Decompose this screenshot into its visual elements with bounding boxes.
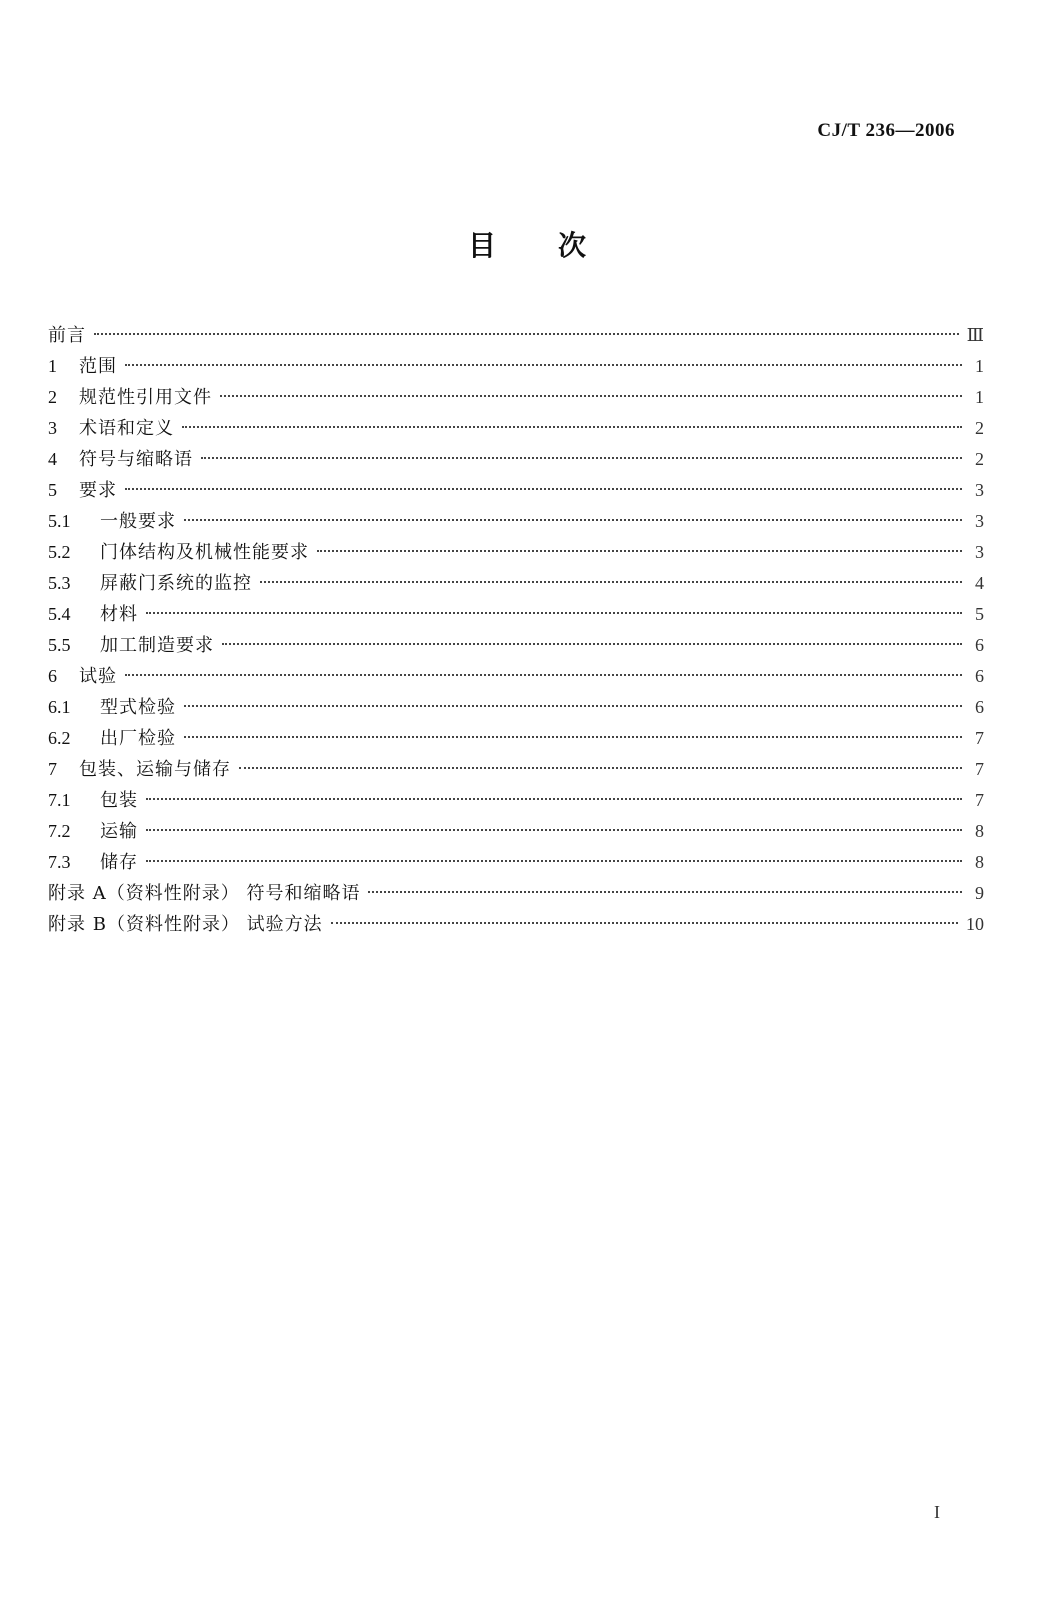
toc-entry-label: 包装、运输与储存	[79, 759, 231, 780]
toc-entry-label: 门体结构及机械性能要求	[100, 542, 309, 563]
toc-entry-label: 包装	[100, 790, 138, 811]
toc-entry-number: 7.3	[48, 852, 71, 872]
toc-dot-leader	[220, 395, 962, 397]
toc-dot-leader	[331, 922, 958, 924]
toc-entry-label: 试验	[79, 666, 117, 687]
toc-dot-leader	[184, 705, 962, 707]
toc-entry-page: 3	[975, 542, 984, 562]
toc-dot-leader	[184, 519, 962, 521]
toc-entry[interactable]	[48, 351, 984, 382]
toc-entry-number: 5.2	[48, 542, 71, 562]
toc-entry-page: 7	[975, 728, 984, 748]
toc-dot-leader	[146, 612, 962, 614]
toc-entry[interactable]	[48, 754, 984, 785]
toc-entry[interactable]	[48, 413, 984, 444]
table-of-contents	[48, 320, 984, 940]
toc-entry[interactable]	[48, 816, 984, 847]
toc-entry-label: 加工制造要求	[100, 635, 214, 656]
toc-entry-label: 前言	[48, 325, 86, 346]
toc-entry-number: 6.1	[48, 697, 71, 717]
toc-entry-page: 8	[975, 852, 984, 872]
toc-dot-leader	[125, 488, 962, 490]
toc-dot-leader	[317, 550, 962, 552]
toc-entry-label: 运输	[100, 821, 138, 842]
toc-entry-number: 5.3	[48, 573, 71, 593]
toc-entry-page: 3	[975, 511, 984, 531]
toc-entry-page: 7	[975, 759, 984, 779]
toc-dot-leader	[146, 798, 962, 800]
toc-entry[interactable]	[48, 537, 984, 568]
toc-entry-number: 1	[48, 356, 57, 376]
toc-entry-number: 5	[48, 480, 57, 500]
toc-entry-page: 8	[975, 821, 984, 841]
toc-dot-leader	[239, 767, 962, 769]
toc-entry-page: 5	[975, 604, 984, 624]
toc-entry-label: 附录 A（资料性附录） 符号和缩略语	[48, 883, 361, 904]
toc-entry-page: Ⅲ	[966, 325, 984, 345]
toc-entry[interactable]	[48, 661, 984, 692]
toc-entry-number: 6.2	[48, 728, 71, 748]
toc-entry-label: 附录 B（资料性附录） 试验方法	[48, 914, 323, 935]
toc-entry-number: 7	[48, 759, 57, 779]
toc-entry-page: 9	[975, 883, 984, 903]
toc-entry-label: 出厂检验	[100, 728, 176, 749]
toc-entry-page: 6	[975, 635, 984, 655]
toc-entry-number: 7.1	[48, 790, 71, 810]
toc-entry-label: 型式检验	[100, 697, 176, 718]
toc-entry-number: 5.5	[48, 635, 71, 655]
toc-entry-page: 4	[975, 573, 984, 593]
toc-entry-label: 屏蔽门系统的监控	[100, 573, 252, 594]
toc-entry-number: 5.4	[48, 604, 71, 624]
toc-entry[interactable]	[48, 320, 984, 351]
toc-entry-page: 7	[975, 790, 984, 810]
toc-entry[interactable]	[48, 878, 984, 909]
toc-dot-leader	[146, 829, 962, 831]
toc-entry-label: 材料	[100, 604, 138, 625]
toc-entry-number: 3	[48, 418, 57, 438]
toc-entry-page: 1	[975, 356, 984, 376]
toc-dot-leader	[146, 860, 962, 862]
toc-entry[interactable]	[48, 630, 984, 661]
toc-entry-page: 6	[975, 697, 984, 717]
toc-dot-leader	[201, 457, 962, 459]
toc-entry-number: 2	[48, 387, 57, 407]
toc-entry-label: 要求	[79, 480, 117, 501]
toc-entry-label: 储存	[100, 852, 138, 873]
toc-entry-page: 1	[975, 387, 984, 407]
toc-entry[interactable]	[48, 909, 984, 940]
toc-dot-leader	[125, 364, 962, 366]
toc-entry[interactable]	[48, 692, 984, 723]
toc-entry-page: 2	[975, 449, 984, 469]
toc-dot-leader	[94, 333, 959, 335]
toc-entry-page: 3	[975, 480, 984, 500]
toc-entry-number: 7.2	[48, 821, 71, 841]
toc-entry-page: 2	[975, 418, 984, 438]
toc-entry-number: 4	[48, 449, 57, 469]
toc-entry-number: 5.1	[48, 511, 71, 531]
toc-entry[interactable]	[48, 599, 984, 630]
toc-title: 目次	[467, 229, 648, 262]
toc-entry-number: 6	[48, 666, 57, 686]
toc-entry[interactable]	[48, 723, 984, 754]
page-number: I	[934, 1502, 940, 1522]
toc-dot-leader	[182, 426, 962, 428]
toc-entry[interactable]	[48, 444, 984, 475]
toc-entry-page: 10	[966, 914, 984, 934]
toc-dot-leader	[184, 736, 962, 738]
standard-code: CJ/T 236—2006	[817, 120, 955, 141]
toc-entry-label: 符号与缩略语	[79, 449, 193, 470]
toc-entry-label: 范围	[79, 356, 117, 377]
toc-entry-label: 规范性引用文件	[79, 387, 212, 408]
toc-entry[interactable]	[48, 382, 984, 413]
toc-entry[interactable]	[48, 847, 984, 878]
toc-entry-page: 6	[975, 666, 984, 686]
toc-dot-leader	[125, 674, 962, 676]
toc-entry[interactable]	[48, 506, 984, 537]
toc-entry[interactable]	[48, 475, 984, 506]
toc-entry-label: 一般要求	[100, 511, 176, 532]
toc-entry-label: 术语和定义	[79, 418, 174, 439]
toc-dot-leader	[222, 643, 962, 645]
toc-dot-leader	[368, 891, 962, 893]
toc-dot-leader	[260, 581, 962, 583]
toc-entry[interactable]	[48, 785, 984, 816]
toc-entry[interactable]	[48, 568, 984, 599]
